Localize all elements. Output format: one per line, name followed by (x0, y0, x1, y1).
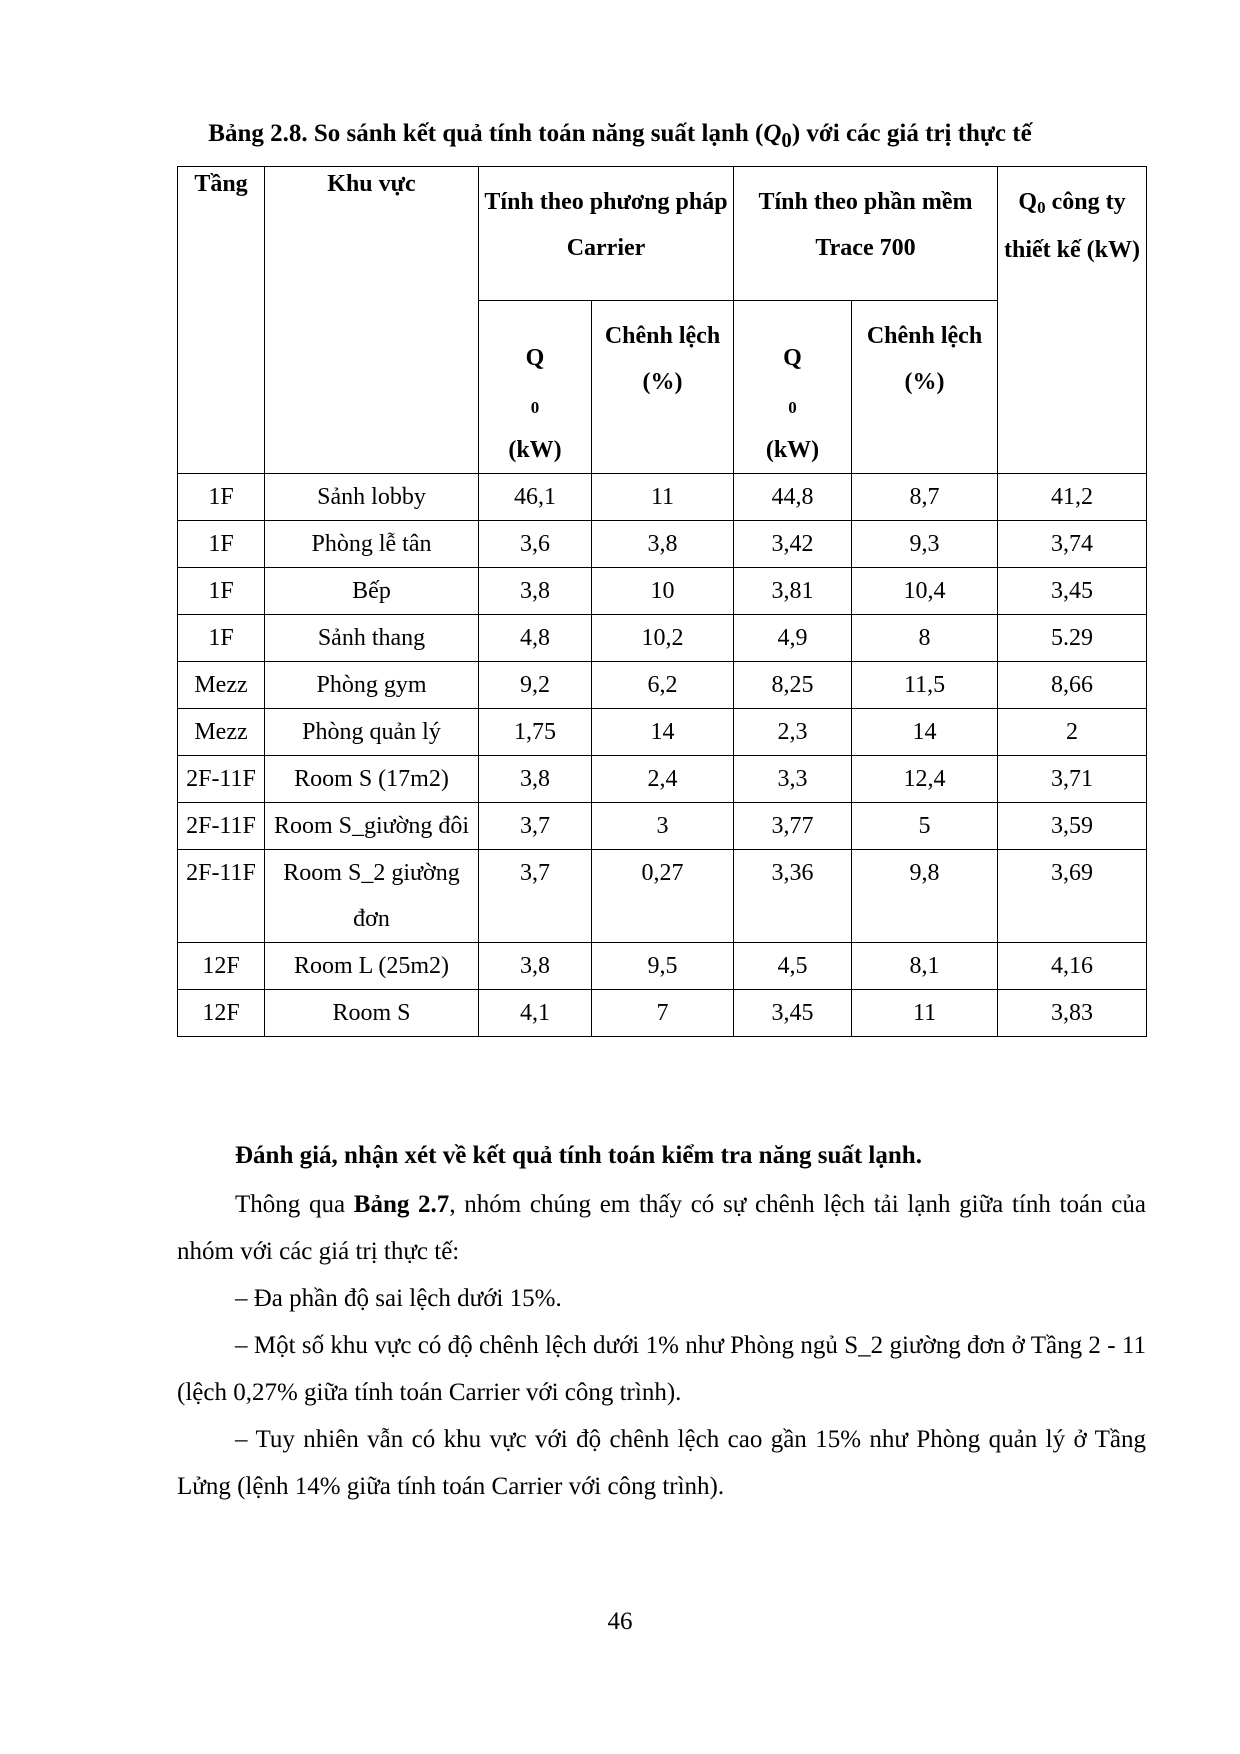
cell-trace-q0: 2,3 (734, 709, 852, 756)
cell-floor: 1F (178, 474, 265, 521)
header-trace-diff: Chênh lệch (%) (852, 301, 998, 474)
cell-trace-q0: 3,42 (734, 521, 852, 568)
cell-carrier-diff: 7 (592, 990, 734, 1037)
cell-trace-q0: 3,77 (734, 803, 852, 850)
cell-design-q0: 3,59 (998, 803, 1147, 850)
cell-trace-diff: 8,1 (852, 943, 998, 990)
cell-floor: 1F (178, 521, 265, 568)
cell-floor: 1F (178, 615, 265, 662)
cell-area: Room S_giường đôi (265, 803, 479, 850)
cell-design-q0: 4,16 (998, 943, 1147, 990)
cell-area: Phòng lễ tân (265, 521, 479, 568)
header-trace-q0 (734, 301, 852, 474)
table-row (178, 662, 1147, 709)
cell-trace-diff: 8,7 (852, 474, 998, 521)
cell-carrier-diff: 10 (592, 568, 734, 615)
cell-design-q0: 3,69 (998, 850, 1147, 943)
header-floor: Tầng (178, 167, 265, 474)
header-q0-label: Q 0 (783, 345, 802, 417)
cell-carrier-q0: 3,8 (479, 943, 592, 990)
cell-carrier-diff: 3,8 (592, 521, 734, 568)
cell-carrier-q0: 46,1 (479, 474, 592, 521)
bullet-item: – Tuy nhiên vẫn có khu vực với độ chênh lệch cao gần 15% như Phòng quản lý ở Tầng Lửng (lệnh 14% giữa tính toán Carrier với công trình). (177, 1426, 1146, 1500)
cell-carrier-diff: 6,2 (592, 662, 734, 709)
cell-area: Sảnh lobby (265, 474, 479, 521)
cell-floor: 2F-11F (178, 850, 265, 943)
cell-design-q0: 2 (998, 709, 1147, 756)
table-row (178, 850, 1147, 943)
cell-carrier-diff: 0,27 (592, 850, 734, 943)
caption-prefix: Bảng 2.8. So sánh kết quả tính toán năng suất lạnh ( (208, 120, 764, 147)
table-row (178, 521, 1147, 568)
cell-design-q0: 3,83 (998, 990, 1147, 1037)
cell-design-q0: 3,74 (998, 521, 1147, 568)
table-caption (0, 118, 1240, 156)
cell-floor: Mezz (178, 709, 265, 756)
cell-carrier-q0: 1,75 (479, 709, 592, 756)
header-q0-label: Q 0 (525, 345, 545, 417)
table-row (178, 803, 1147, 850)
cell-trace-q0: 3,36 (734, 850, 852, 943)
cell-carrier-q0: 4,1 (479, 990, 592, 1037)
table-row (178, 568, 1147, 615)
cell-floor: 1F (178, 568, 265, 615)
evaluation-title: Đánh giá, nhận xét về kết quả tính toán kiểm tra năng suất lạnh. (235, 1142, 922, 1169)
cell-area: Sảnh thang (265, 615, 479, 662)
cell-trace-q0: 4,9 (734, 615, 852, 662)
bullet-item: – Một số khu vực có độ chênh lệch dưới 1% như Phòng ngủ S_2 giường đơn ở Tầng 2 - 11 (lệch 0,27% giữa tính toán Carrier với công trình). (177, 1332, 1146, 1406)
caption-symbol: Q (763, 120, 782, 147)
header-q0-unit: (kW) (508, 437, 562, 463)
cell-carrier-diff: 11 (592, 474, 734, 521)
cell-carrier-diff: 3 (592, 803, 734, 850)
cell-trace-q0: 3,81 (734, 568, 852, 615)
header-q0-unit: (kW) (765, 437, 820, 463)
cell-trace-diff: 9,3 (852, 521, 998, 568)
cell-design-q0: 41,2 (998, 474, 1147, 521)
cell-carrier-q0: 3,8 (479, 756, 592, 803)
cell-carrier-q0: 3,8 (479, 568, 592, 615)
cell-trace-q0: 44,8 (734, 474, 852, 521)
header-design-q0 (998, 167, 1147, 474)
cell-trace-diff: 12,4 (852, 756, 998, 803)
cell-carrier-q0: 4,8 (479, 615, 592, 662)
cell-trace-diff: 10,4 (852, 568, 998, 615)
cell-carrier-q0: 3,6 (479, 521, 592, 568)
table-row (178, 474, 1147, 521)
evaluation-paragraph (177, 1181, 1146, 1275)
bullet-item: – Đa phần độ sai lệch dưới 15%. (235, 1285, 562, 1312)
caption-symbol-sub: 0 (781, 128, 792, 152)
cell-design-q0: 3,45 (998, 568, 1147, 615)
caption-suffix: ) với các giá trị thực tế (791, 120, 1032, 147)
table-row (178, 943, 1147, 990)
table-row (178, 990, 1147, 1037)
header-area: Khu vực (265, 167, 479, 474)
cell-trace-diff: 11 (852, 990, 998, 1037)
table-row (178, 615, 1147, 662)
cell-carrier-q0: 9,2 (479, 662, 592, 709)
cell-area: Room S (17m2) (265, 756, 479, 803)
header-carrier: Tính theo phương pháp Carrier (479, 167, 734, 301)
cell-design-q0: 5.29 (998, 615, 1147, 662)
cell-area: Bếp (265, 568, 479, 615)
cell-area: Room S_2 giường đơn (265, 850, 479, 943)
paragraph-text-a: Thông qua (235, 1191, 354, 1218)
cell-area: Phòng gym (265, 662, 479, 709)
paragraph-text-b: , nhóm chúng em thấy có sự chênh lệch tải lạnh giữa tính toán của nhóm với các giá trị thực tế: (177, 1191, 1146, 1265)
table-row (178, 756, 1147, 803)
cell-area: Phòng quản lý (265, 709, 479, 756)
cell-design-q0: 8,66 (998, 662, 1147, 709)
cell-trace-q0: 4,5 (734, 943, 852, 990)
cell-carrier-diff: 2,4 (592, 756, 734, 803)
page-number: 46 (607, 1608, 633, 1635)
cell-trace-diff: 11,5 (852, 662, 998, 709)
cell-floor: 2F-11F (178, 803, 265, 850)
cell-area: Room L (25m2) (265, 943, 479, 990)
table-reference: Bảng 2.7 (353, 1191, 450, 1218)
cell-carrier-q0: 3,7 (479, 803, 592, 850)
cell-carrier-diff: 9,5 (592, 943, 734, 990)
cell-design-q0: 3,71 (998, 756, 1147, 803)
cell-floor: 12F (178, 943, 265, 990)
header-carrier-diff: Chênh lệch (%) (592, 301, 734, 474)
cell-trace-diff: 14 (852, 709, 998, 756)
header-design-rest: công ty thiết kế (kW) (1004, 189, 1140, 263)
comparison-table (177, 166, 1147, 1037)
cell-floor: 2F-11F (178, 756, 265, 803)
header-design-q: Q (1018, 189, 1038, 215)
cell-floor: 12F (178, 990, 265, 1037)
cell-carrier-diff: 10,2 (592, 615, 734, 662)
cell-trace-diff: 5 (852, 803, 998, 850)
cell-trace-diff: 9,8 (852, 850, 998, 943)
cell-trace-q0: 3,45 (734, 990, 852, 1037)
cell-trace-q0: 3,3 (734, 756, 852, 803)
header-carrier-q0 (479, 301, 592, 474)
table-row (178, 709, 1147, 756)
header-design-q-sub: 0 (1037, 198, 1046, 217)
cell-carrier-diff: 14 (592, 709, 734, 756)
header-trace: Tính theo phần mềm Trace 700 (734, 167, 998, 301)
cell-floor: Mezz (178, 662, 265, 709)
cell-trace-diff: 8 (852, 615, 998, 662)
cell-area: Room S (265, 990, 479, 1037)
cell-carrier-q0: 3,7 (479, 850, 592, 943)
cell-trace-q0: 8,25 (734, 662, 852, 709)
